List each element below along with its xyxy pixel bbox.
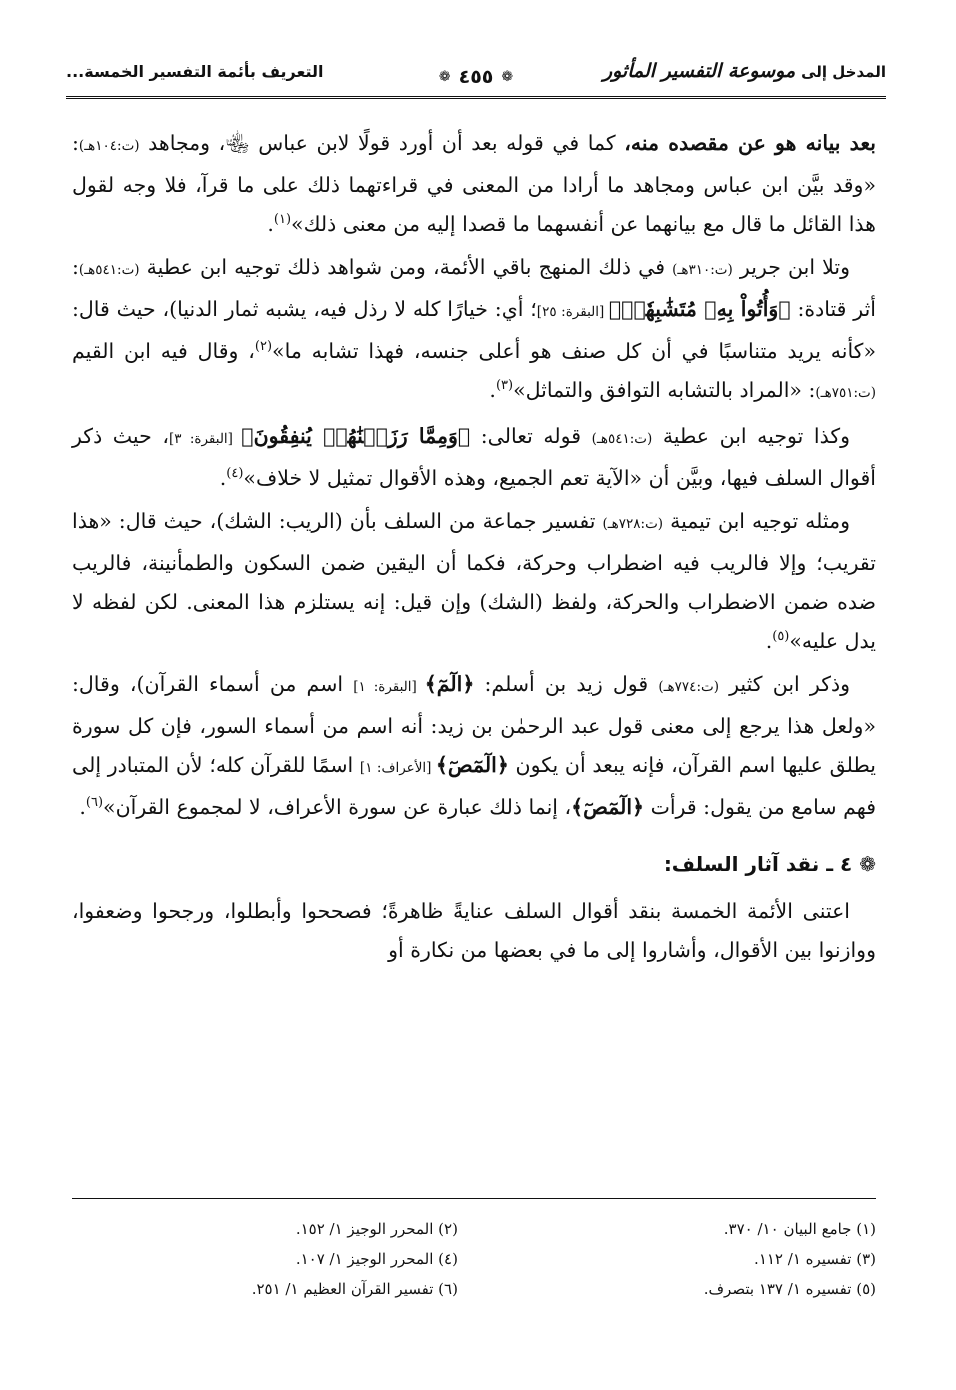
text-run: .: [267, 212, 274, 236]
text-run: .: [489, 378, 496, 402]
footnote-marker: (٤): [226, 466, 244, 482]
body-paragraph: [72, 124, 876, 244]
citation-note: (ت:٥٤١هـ): [591, 431, 653, 447]
footnote-2: (٢) المحرر الوجيز ١/ ١٥٢.: [295, 1220, 458, 1238]
body-paragraph: [72, 248, 876, 413]
text-run: ومثله توجيه ابن تيمية: [663, 509, 850, 533]
page-number-block: [431, 66, 521, 88]
quran-verse: ﴿الٓمٓ﴾: [424, 672, 475, 696]
citation-note: (ت:٧٥١هـ): [815, 385, 876, 401]
ornament-icon: ❁: [501, 69, 514, 85]
citation-note: [البقرة: ٣]: [168, 431, 242, 447]
text-run: .: [79, 795, 86, 819]
text-run: قول زيد بن أسلم:: [474, 672, 659, 696]
main-text: [72, 124, 876, 974]
running-header: [66, 60, 886, 104]
text-run: : أثر قتادة:: [72, 255, 876, 321]
text-run: وتلا ابن جرير: [732, 255, 850, 279]
footnote-1: (١) جامع البيان ١٠/ ٣٧٠.: [723, 1220, 876, 1238]
text-run: كما في قوله بعد أن أورد قولًا لابن عباس ﵄، ومجاهد: [139, 131, 625, 155]
flower-ornament-icon: ❁: [859, 852, 876, 876]
header-chapter-title: التعريف بأئمة التفسير الخمسة...: [66, 62, 324, 81]
citation-note: (ت:٧٢٨هـ): [602, 516, 664, 532]
text-run: ، إنما ذلك عبارة عن سورة الأعراف، لا لمجموع القرآن»: [103, 795, 572, 819]
footnotes-right-column: [490, 1214, 876, 1304]
closing-paragraph: اعتنى الأئمة الخمسة بنقد أقوال السلف عنايةً ظاهرةً؛ فصححوا وأبطلوا، ورجحوا وضعفوا، ووازنوا بين الأقوال، وأشاروا إلى ما في بعضها من نكارة أو: [72, 899, 876, 962]
section-heading: [72, 845, 876, 884]
text-run: .: [219, 466, 227, 490]
footnote-marker: (٥): [772, 629, 790, 645]
header-series-title: موسوعة التفسير المأثور: [602, 60, 796, 82]
footnote-marker: (٢): [254, 339, 273, 355]
header-series-block: [603, 60, 886, 82]
footnotes: [72, 1214, 876, 1314]
text-run: في ذلك المنهج باقي الأئمة، ومن شواهد ذلك توجيه ابن عطية: [139, 255, 673, 279]
text-run: : «المراد بالتشابه التوافق والتماثل»: [513, 378, 816, 402]
citation-note: [الأعراف: ١]: [359, 760, 436, 776]
citation-note: [البقرة: ٢٥]: [536, 304, 609, 320]
header-prefix: المدخل إلى: [801, 63, 886, 81]
quran-verse: ﴿وَأُتُواْ بِهِۦ مُتَشَٰبِهٗاۖ﴾: [608, 297, 791, 321]
footnote-6: (٦) تفسير القرآن العظيم ١/ ٢٥١.: [251, 1280, 458, 1298]
ornament-icon: ❁: [438, 69, 451, 85]
footnote-4: (٤) المحرر الوجيز ١/ ١٠٧.: [295, 1250, 458, 1268]
text-run: تفسير جماعة من السلف بأن (الريب: الشك)، حيث قال: «هذا تقريب؛ وإلا فالريب فيه اضطراب وحركة، فكما أن اليقين ضمن السكون والطمأنينة، فالريب ضده ضمن الاضطراب والحركة، ولفظ (الشك) وإن قيل: إنه يستلزم هذا المعنى. لكن لفظه لا يدل عليه»: [72, 509, 876, 653]
text-run: ، وقال فيه ابن القيم: [72, 339, 255, 363]
quran-verse: ﴿الٓمٓصٓ﴾: [435, 753, 509, 777]
text-run: وذكر ابن كثير: [718, 672, 850, 696]
footnote-3: (٣) تفسيره ١/ ١١٢.: [754, 1250, 876, 1268]
text-run: ؛ أي: خيارًا كله لا رذل فيه، يشبه ثمار الدنيا)، حيث قال: «كأنه يريد متناسبًا في أن كل صنف هو أعلى جنسه، فهذا تشابه ما»: [72, 297, 876, 363]
footnotes-left-column: [72, 1214, 458, 1304]
bold-lead-text: بعد بيانه هو عن مقصده منه،: [624, 131, 877, 155]
quran-verse: ﴿وَمِمَّا رَزَقۡنَٰهُمۡ يُنفِقُونَ﴾: [241, 424, 471, 448]
footnote-marker: (٣): [495, 378, 514, 394]
text-run: قوله تعالى:: [470, 424, 592, 448]
footnote-5: (٥) تفسيره ١/ ١٣٧ بتصرف.: [703, 1280, 876, 1298]
citation-note: [البقرة: ١]: [353, 679, 425, 695]
text-run: اسمًا للقرآن كله؛ لأن المتبادر إلى فهم سامع من يقول: قرأت: [72, 753, 876, 819]
text-run: اسم من أسماء القرآن)، وقال: «ولعل هذا يرجع إلى معنى قول عبد الرحمٰن بن زيد: أنه اسم من أسماء السور، فإن كل سورة يطلق عليها اسم القرآن، فإنه يبعد أن يكون: [72, 672, 876, 777]
text-run: وكذا توجيه ابن عطية: [652, 424, 851, 448]
body-paragraph: [72, 417, 876, 498]
body-paragraph: [72, 665, 876, 827]
page-number: ٤٥٥: [458, 66, 494, 88]
citation-note: (ت:٧٧٤هـ): [658, 679, 719, 695]
section-heading-text: ٤ ـ نقد آثار السلف:: [663, 852, 853, 876]
footnote-marker: (١): [273, 212, 292, 228]
footnote-marker: (٦): [85, 795, 104, 811]
paragraph-list: [72, 124, 876, 827]
citation-note: (ت:٣١٠هـ): [672, 262, 733, 278]
citation-note: (ت:١٠٤هـ): [78, 138, 140, 154]
citation-note: (ت:٥٤١هـ): [78, 262, 140, 278]
text-run: ، حيث ذكر أقوال السلف فيها، وبيَّن أن «الآية تعم الجميع، وهذه الأقوال تمثيل لا خلاف»: [72, 424, 876, 490]
quran-verse: ﴿الٓمٓصٓ﴾: [571, 795, 645, 819]
body-paragraph: [72, 502, 876, 661]
footnote-rule: [72, 1198, 876, 1199]
header-rule: [66, 96, 886, 99]
text-run: .: [765, 629, 773, 653]
text-run: : «وقد بيَّن ابن عباس ومجاهد ما أرادا من المعنى في قراءتهما ذلك على ما قرآ، فلا وجه لقول هذا القائل ما قال مع بيانهما عن أنفسهما ما قصدا إليه من معنى ذلك»: [72, 131, 876, 236]
